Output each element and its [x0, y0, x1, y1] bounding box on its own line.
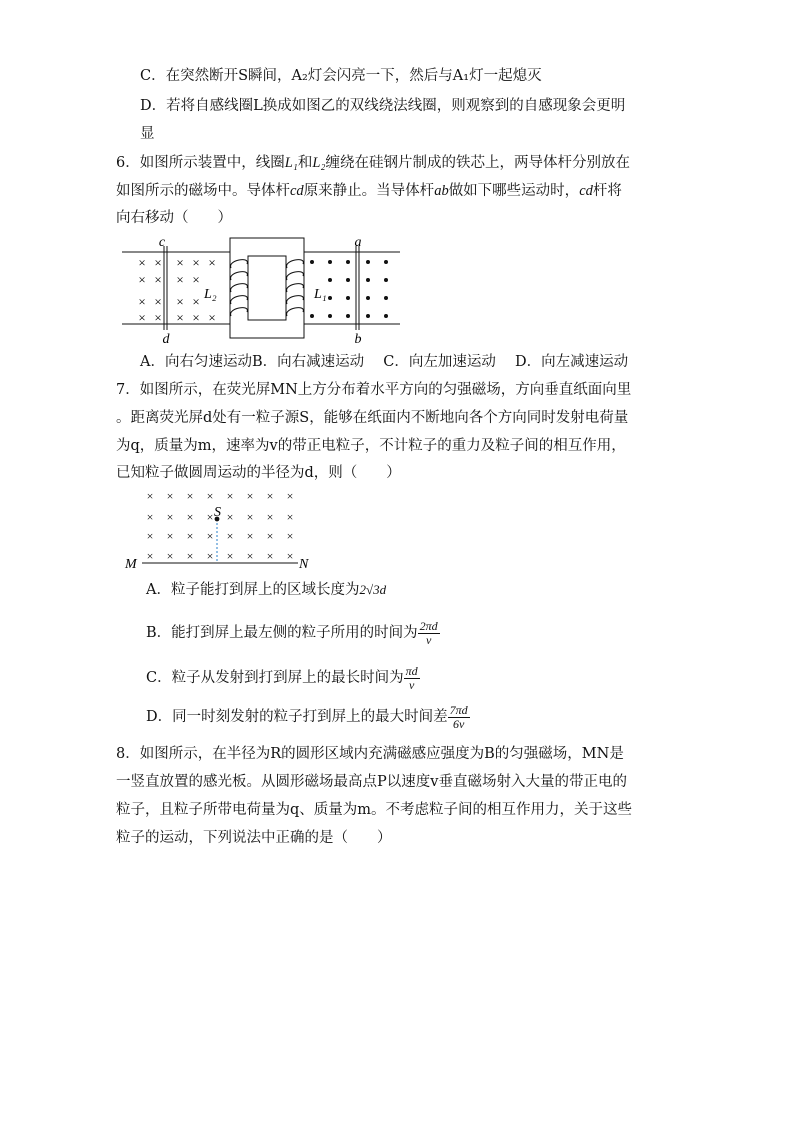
field-cross: ×	[146, 529, 154, 543]
field-cross: ×	[286, 489, 294, 503]
q6-text: 杆将	[592, 183, 622, 199]
coil-turn	[287, 308, 304, 316]
label-l2: L₂	[204, 287, 217, 302]
field-cross: ×	[138, 294, 146, 309]
q7-stem-line4: 已知粒子做圆周运动的半径为d，则（ ）	[116, 465, 401, 481]
field-cross: ×	[146, 510, 154, 524]
field-cross: ×	[166, 529, 174, 543]
field-cross: ×	[138, 272, 146, 287]
field-cross: ×	[246, 510, 254, 524]
coil-l2	[231, 260, 248, 316]
fraction-denominator: v	[426, 632, 432, 647]
q6-stem-line2	[116, 181, 622, 201]
field-cross: ×	[146, 489, 154, 503]
field-dot	[346, 296, 350, 300]
q8-stem-line1: 8．如图所示，在半径为R的圆形区域内充满磁感应强度为B的匀强磁场，MN是	[116, 746, 624, 762]
q8-stem-line2: 一竖直放置的感光板。从圆形磁场最高点P以速度v垂直磁场射入大量的带正电的	[116, 774, 627, 790]
q6-stem-line1	[116, 153, 630, 173]
field-cross: ×	[246, 549, 254, 563]
field-cross: ×	[138, 255, 146, 270]
coil-turn	[231, 296, 248, 304]
coil-turn	[287, 284, 304, 292]
fraction-denominator: 6v	[452, 716, 465, 731]
fraction-numerator: 2πd	[419, 618, 438, 633]
field-cross: ×	[206, 549, 214, 563]
q5-option-d-line1: D．若将自感线圈L换成如图乙的双线绕法线圈，则观察到的自感现象会更明	[140, 98, 626, 114]
label-d: d	[162, 332, 170, 346]
field-dot	[310, 260, 314, 264]
q8-stem-line4: 粒子的运动，下列说法中正确的是（ ）	[116, 830, 392, 846]
field-cross: ×	[154, 310, 162, 325]
field-cross: ×	[192, 272, 200, 287]
fraction-denominator: v	[408, 677, 415, 692]
field-cross: ×	[166, 489, 174, 503]
field-dot	[384, 296, 388, 300]
field-cross: ×	[186, 529, 194, 543]
q7-option-b	[146, 616, 440, 650]
field-cross: ×	[176, 272, 184, 287]
q6-coil-l1: L₁	[284, 155, 298, 171]
field-dot	[346, 278, 350, 282]
field-cross: ×	[206, 510, 214, 524]
coil-turn	[287, 260, 304, 268]
field-cross: ×	[176, 310, 184, 325]
field-dot	[366, 278, 370, 282]
label-l1: L₁	[314, 287, 327, 302]
field-cross: ×	[208, 255, 216, 270]
coil-turn	[287, 272, 304, 280]
field-dot	[328, 260, 332, 264]
field-cross: ×	[192, 255, 200, 270]
field-cross: ×	[226, 489, 234, 503]
label-s: S	[214, 505, 221, 520]
field-cross: ×	[206, 489, 214, 503]
field-cross: ×	[186, 549, 194, 563]
label-a: a	[354, 235, 362, 250]
coil-turn	[231, 308, 248, 316]
field-cross: ×	[206, 529, 214, 543]
field-cross: ×	[208, 310, 216, 325]
q7-stem-line3: 为q，质量为m，速率为v的带正电粒子，不计粒子的重力及粒子间的相互作用，	[116, 438, 626, 454]
field-dot	[366, 314, 370, 318]
field-cross: ×	[192, 294, 200, 309]
field-dot	[328, 296, 332, 300]
q7-stem-line1: 7．如图所示，在荧光屏MN上方分布着水平方向的匀强磁场，方向垂直纸面向里	[116, 382, 632, 398]
field-dot	[328, 314, 332, 318]
field-cross: ×	[186, 510, 194, 524]
fraction-numerator: πd	[405, 663, 418, 678]
q7-option-d-fraction	[448, 704, 470, 731]
field-cross: ×	[266, 529, 274, 543]
q6-stem-line3: 向右移动（ ）	[116, 210, 232, 226]
field-cross: ×	[266, 549, 274, 563]
q7-option-b-fraction	[418, 620, 440, 647]
label-n: N	[299, 557, 309, 572]
label-c: c	[158, 235, 166, 250]
q8-stem-line3: 粒子，且粒子所带电荷量为q、质量为m。不考虑粒子间的相互作用力，关于这些	[116, 802, 633, 818]
q6-text: 缠绕在硅钢片制成的铁芯上，两导体杆分别放在	[325, 155, 630, 171]
field-cross: ×	[226, 549, 234, 563]
field-dot	[384, 260, 388, 264]
q5-option-d-line2: 显	[140, 126, 155, 142]
field-cross: ×	[154, 255, 162, 270]
q6-text: 做如下哪些运动时，	[448, 183, 580, 199]
q6-rod-cd: cd	[579, 183, 593, 199]
q7-option-c	[146, 661, 420, 695]
q6-coil-l2: L₂	[312, 155, 326, 171]
q6-text: 和	[297, 155, 313, 171]
field-dot	[366, 296, 370, 300]
q5-option-c: C．在突然断开S瞬间，A₂灯会闪亮一下，然后与A₁灯一起熄灭	[140, 68, 542, 84]
coil-turn	[231, 284, 248, 292]
field-cross: ×	[176, 294, 184, 309]
field-cross: ×	[286, 510, 294, 524]
q6-rod-ab: ab	[434, 183, 449, 199]
coil-turn	[231, 260, 248, 268]
field-cross: ×	[246, 529, 254, 543]
field-cross: ×	[266, 510, 274, 524]
q7-option-a-math: 2√3d	[359, 582, 387, 597]
q7-stem-line2: 。距离荧光屏d处有一粒子源S，能够在纸面内不断地向各个方向同时发射电荷量	[116, 410, 629, 426]
q6-text: 6．如图所示装置中，线圈	[116, 155, 285, 171]
field-dot	[384, 278, 388, 282]
q6-figure	[118, 234, 408, 346]
q6-text: 原来静止。当导体杆	[303, 183, 435, 199]
q7-option-c-fraction	[404, 665, 420, 692]
q7-option-a-text: A．粒子能打到屏上的区域长度为	[146, 582, 360, 598]
field-dot	[346, 260, 350, 264]
magnetic-field-into-page	[147, 489, 294, 563]
q7-option-c-text: C．粒子从发射到打到屏上的最长时间为	[146, 670, 404, 686]
field-cross: ×	[226, 529, 234, 543]
q6-options: A．向右匀速运动B．向右减速运动 C．向左加速运动 D．向左减速运动	[140, 354, 629, 370]
field-cross: ×	[186, 489, 194, 503]
field-cross: ×	[154, 294, 162, 309]
field-cross: ×	[166, 549, 174, 563]
label-m: M	[125, 557, 137, 572]
field-cross: ×	[192, 310, 200, 325]
q7-option-a	[146, 580, 386, 600]
fraction-numerator: 7πd	[449, 702, 468, 717]
coil-turn	[231, 272, 248, 280]
field-cross: ×	[286, 529, 294, 543]
field-cross: ×	[226, 510, 234, 524]
field-cross: ×	[154, 272, 162, 287]
coil-l1	[287, 260, 304, 316]
q6-text: 如图所示的磁场中。导体杆	[116, 183, 290, 199]
field-cross: ×	[176, 255, 184, 270]
field-cross: ×	[138, 310, 146, 325]
field-cross: ×	[286, 549, 294, 563]
field-dot	[310, 314, 314, 318]
q7-figure	[122, 486, 322, 574]
field-cross: ×	[166, 510, 174, 524]
field-dot	[384, 314, 388, 318]
q7-option-d-text: D．同一时刻发射的粒子打到屏上的最大时间差	[146, 709, 448, 725]
field-dot	[366, 260, 370, 264]
field-dot	[328, 278, 332, 282]
q7-option-d	[146, 700, 470, 734]
label-b: b	[354, 332, 362, 346]
field-cross: ×	[246, 489, 254, 503]
q6-rod-cd: cd	[290, 183, 304, 199]
field-cross: ×	[146, 549, 154, 563]
field-cross: ×	[266, 489, 274, 503]
q7-option-b-text: B．能打到屏上最左侧的粒子所用的时间为	[146, 625, 418, 641]
field-dot	[346, 314, 350, 318]
coil-turn	[287, 296, 304, 304]
